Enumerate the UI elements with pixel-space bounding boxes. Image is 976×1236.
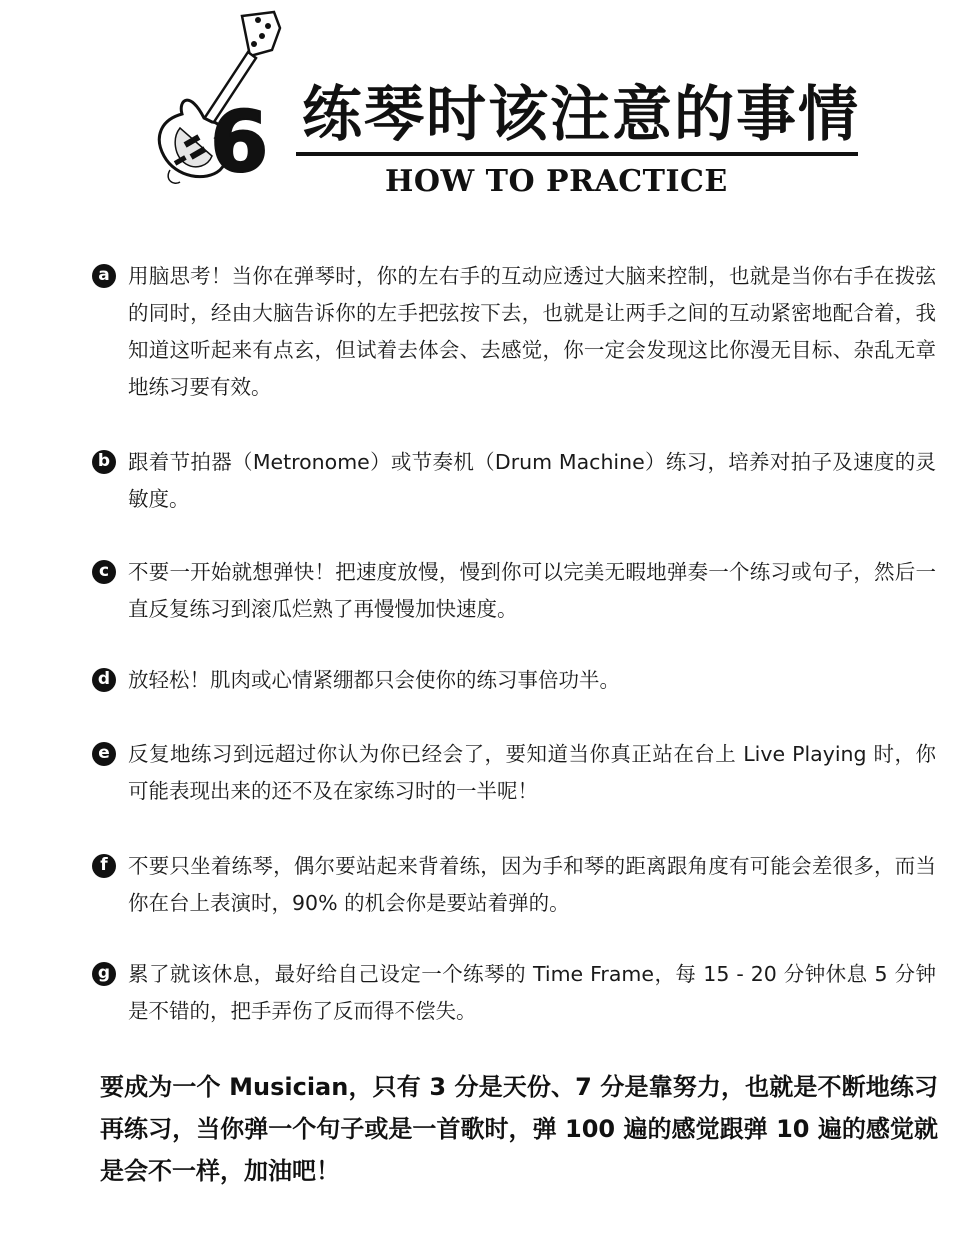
- item-text: 跟着节拍器（Metronome）或节奏机（Drum Machine）练习，培养对拍子及速度的灵敏度。: [128, 450, 936, 511]
- item-text: 累了就该休息，最好给自己设定一个练琴的 Time Frame，每 15 - 20 分钟休息 5 分钟是不错的，把手弄伤了反而得不偿失。: [128, 962, 936, 1023]
- item-marker: b: [92, 450, 116, 474]
- chapter-header: [0, 0, 976, 220]
- item-text: 不要一开始就想弹快！把速度放慢，慢到你可以完美无暇地弹奏一个练习或句子，然后一直反复练习到滚瓜烂熟了再慢慢加快速度。: [128, 560, 936, 621]
- item-text: 反复地练习到远超过你认为你已经会了，要知道当你真正站在台上 Live Playing 时，你可能表现出来的还不及在家练习时的一半呢！: [128, 742, 936, 803]
- page-title: 练琴时该注意的事情: [302, 80, 860, 150]
- title-underline: [296, 152, 858, 156]
- item-text: 用脑思考！当你在弹琴时，你的左右手的互动应透过大脑来控制，也就是当你右手在拨弦的同时，经由大脑告诉你的左手把弦按下去，也就是让两手之间的互动紧密地配合着，我知道这听起来有点玄，但试着去体会、去感觉，你一定会发现这比你漫无目标、杂乱无章地练习要有效。: [128, 264, 936, 399]
- closing-paragraph: 要成为一个 Musician，只有 3 分是天份、7 分是靠努力，也就是不断地练习再练习，当你弹一个句子或是一首歌时，弹 100 遍的感觉跟弹 10 遍的感觉就是会不一样，加油吧！: [100, 1073, 938, 1185]
- chapter-number: 6: [210, 93, 269, 191]
- item-text: 不要只坐着练琴，偶尔要站起来背着练，因为手和琴的距离跟角度有可能会差很多，而当你在台上表演时，90% 的机会你是要站着弹的。: [128, 854, 936, 915]
- item-marker: a: [92, 264, 116, 288]
- item-marker: d: [92, 668, 116, 692]
- item-text: 放轻松！肌肉或心情紧绷都只会使你的练习事倍功半。: [128, 668, 620, 692]
- page-subtitle: HOW TO PRACTICE: [385, 164, 728, 199]
- item-marker: f: [92, 854, 116, 878]
- item-marker: g: [92, 962, 116, 986]
- item-marker: e: [92, 742, 116, 766]
- item-marker: c: [92, 560, 116, 584]
